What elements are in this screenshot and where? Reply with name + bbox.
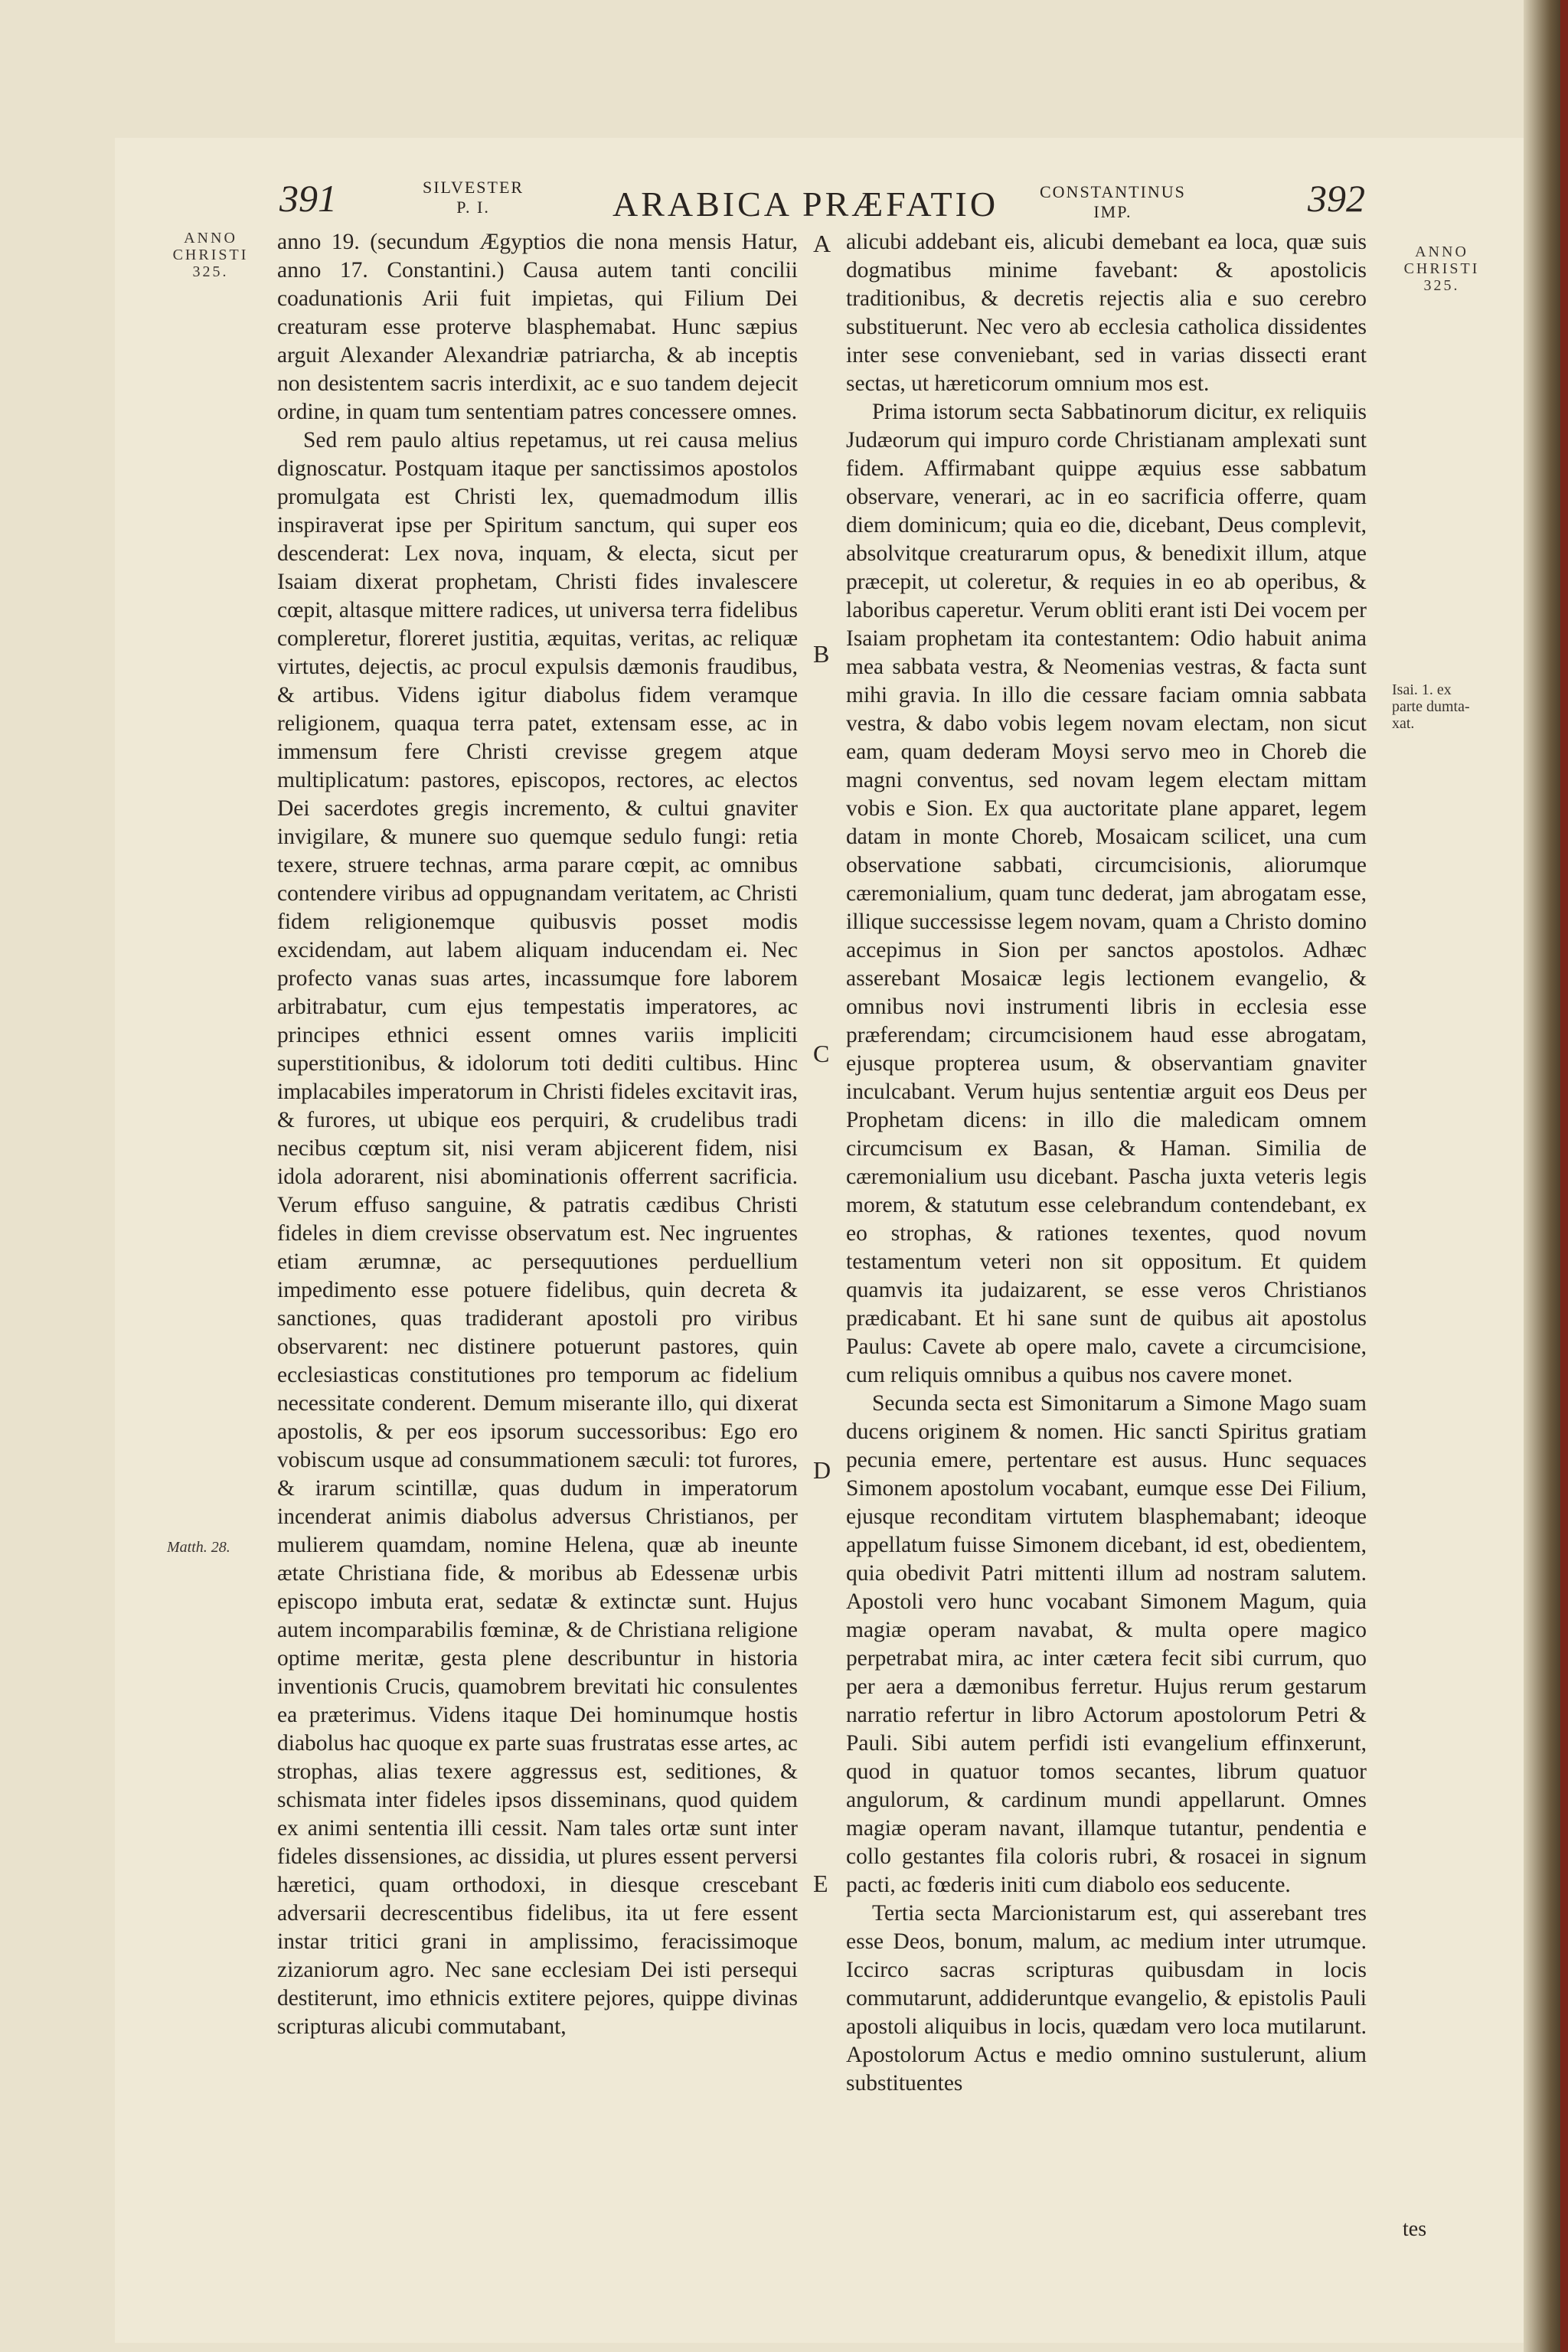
page-number-left: 391	[279, 177, 337, 220]
margin-note-matth: Matth. 28.	[167, 1539, 230, 1556]
left-paragraph-2: Sed rem paulo altius repetamus, ut rei causa melius dignoscatur. Postquam itaque per sanctissimos apostolos promulgata est Christi lex, quemadmodum illis inspiraverat ipse per Spiritum sanctum, qui super eos descenderat: Lex nova, inquam, & electa, sicut per Isaiam dixerat prophetam, Christi fides invalescere cœpit, altasque mittere radices, ut universa terra fidelibus compleretur, floreret justitia, æquitas, veritas, ac reliquæ virtutes, dejectis, ac procul expulsis dæmonis fraudibus, & artibus. Videns igitur diabolus fidem veramque religionem, quaqua terra patet, extensam esse, ac in immensum fere Christi crevisse gregem atque multiplicatum: pastores, episcopos, rectores, ac electos Dei sacerdotes gregis incremento, & cultui gnaviter invigilare, & munere suo quemque sedulo fungi: retia texere, struere technas, arma parare cœpit, ac omnibus contendere viribus ad oppugnandam veritatem, ac Christi fidem religionemque quibusvis posset modis excidendam, aut labem aliquam inducendam ei. Nec profecto vanas suas artes, incassumque fore laborem arbitrabatur, cum ejus tempestatis imperatores, ac principes ethnici essent omnes variis impliciti superstitionibus, & idolorum toti dediti cultibus. Hinc implacabiles imperatorum in Christi fideles excitavit iras, & furores, ut ubique eos perquiri, & crudelibus tradi necibus cœptum sit, nisi veram abjicerent fidem, nisi idola adorarent, nisi abominationis offerrent sacrificia. Verum effuso sanguine, & patratis cædibus Christi fideles in diem crevisse observatum est. Nec ingruentes etiam ærumnæ, ac persequutiones perduellium impedimento esse potuere fidelibus, quin decreta & sanctiones, quas tradiderant apostoli pro viribus observarent: nec distinere potuerunt pastores, quin ecclesiasticas constitutiones pro temporum ac fidelium necessitate conderent. Demum miserante illo, qui dixerat apostolis, & per eos ipsorum successoribus: Ego ero vobiscum usque ad consummationem sæculi: tot furores, & irarum scintillæ, quas dudum in imperatorum incenderat animis diabolus adversus Christianos, per mulierem quamdam, nomine Helena, quæ ab ineunte ætate Christiana fide, & moribus ab Edessenæ urbis episcopo imbuta erat, sedatæ & extinctæ sunt. Hujus autem incomparabilis fœminæ, & de Christiana religione optime meritæ, gesta plene describuntur in historia inventionis Crucis, quamobrem brevitati hic consulentes ea præterimus. Videns itaque Dei hominumque hostis diabolus hac quoque ex parte suas frustratas esse artes, ac strophas, alias texere aggressus est, seditiones, & schismata inter fideles ipsos disseminans, quod quidem ex animi sententia illi cessit. Nam tales ortæ sunt inter fideles dissensiones, ac dissidia, ut plures essent perversi hæretici, quam orthodoxi, in diesque crescebant adversarii decrescentibus fidelibus, ita ut fere essent instar tritici grani in amplissimo, feracissimoque zizaniorum agro. Nec sane ecclesiam Dei isti persequi destiterunt, imo ethnicis extitere pejores, quippe divinas scripturas alicubi commutabant,	[277, 428, 798, 2039]
left-column	[277, 228, 798, 2041]
right-paragraph-1: alicubi addebant eis, alicubi demebant ea loca, quæ suis dogmatibus minime favebant: & apostolicis traditionibus, & decretis rejectis alia e suo cerebro substituerunt. Nec vero ab ecclesia catholica dissidentes inter sese conveniebant, sed in varias dissecti erant sectas, ut hæreticorum omnium mos est.	[846, 230, 1367, 396]
left-paragraph-1: anno 19. (secundum Ægyptios die nona mensis Hatur, anno 17. Constantini.) Causa autem tanti concilii coadunationis Arii fuit impietas, qui Filium Dei creaturam esse proterve blasphemabat. Hunc sæpius arguit Alexander Alexandriæ patriarcha, & ab inceptis non desistentem sacris interdixit, ac e suo tandem dejecit ordine, in quam tum sententiam patres concessere omnes.	[277, 230, 798, 424]
right-paragraph-2: Prima istorum secta Sabbatinorum dicitur, ex reliquiis Judæorum qui impuro corde Christianam amplexati sunt fidem. Affirmabant quippe æquius esse sabbatum observare, venerari, ac in eo sacrificia offerre, quam diem dominicum; quia eo die, dicebant, Deus complevit, absolvitque creaturarum opus, & benedixit illum, atque præcepit, ut coleretur, & requies in eo ab operibus, & laboribus caperetur. Verum obliti erant isti Dei vocem per Isaiam prophetam ita contestantem: Odio habuit anima mea sabbata vestra, & Neomenias vestras, & facta sunt mihi gravia. In illo die cessare faciam omnia sabbata vestra, & dabo vobis legem novam electam, non sicut eam, quam dederam Moysi servo meo in Choreb die magni conventus, sed novam legem electam mittam vobis e Sion. Ex qua auctoritate plane apparet, legem datam in monte Choreb, Mosaicam scilicet, una cum observatione sabbati, circumcisionis, aliorumque cæremonialium, quam tunc dederat, jam abrogatam esse, illique successisse legem novam, quam a Christo domino accepimus in Sion per sanctos apostolos. Adhæc asserebant Mosaicæ legis lectionem evangelio, & omnibus novi instrumenti libris in ecclesia esse præferendam; circumcisionem haud esse abrogatam, ejusque propterea usum, & observantiam gnaviter inculcabant. Verum hujus sententiæ arguit eos Deus per Prophetam dicens: in illo die maledicam omnem circumcisum ex Basan, & Haman. Similia de cæremonialium usu dicebant. Pascha juxta veteris legis morem, & statutum esse celebrandum contendebant, ex eo strophas, & rationes texentes, quod novum testamentum veteri non sit oppositum. Et quidem quamvis ita judaizarent, se esse veros Christianos prædicabant. Et hi sane sunt de quibus ait apostolus Paulus: Cavete ab opere malo, cavete a circumcisione, cum reliquis omnibus a quibus nos cavere monet.	[846, 400, 1367, 1387]
section-letter-b: B	[813, 640, 830, 668]
margin-year-right: ANNO CHRISTI 325.	[1403, 243, 1480, 294]
section-letter-a: A	[813, 230, 831, 257]
binding-edge	[1560, 0, 1568, 2352]
right-column	[846, 228, 1367, 2098]
margin-note-isai: Isai. 1. ex parte dumta- xat.	[1392, 681, 1470, 732]
section-letter-c: C	[813, 1040, 830, 1067]
page-title: ARABICA PRÆFATIO	[612, 185, 999, 224]
running-head-right: CONSTANTINUS IMP.	[1040, 182, 1186, 221]
page-number-right: 392	[1308, 177, 1365, 220]
right-paragraph-4: Tertia secta Marcionistarum est, qui asserebant tres esse Deos, bonum, malum, ac medium inter utrumque. Iccirco sacras scripturas quibusdam in locis commutarunt, addideruntque evangelio, & epistolis Pauli apostoli aliquibus in locis, quædam vero loca mutilarunt. Apostolorum Actus e medio omnino sustulerunt, alium substituentes	[846, 1901, 1367, 2096]
section-letter-d: D	[813, 1456, 831, 1484]
margin-year-left: ANNO CHRISTI 325.	[172, 230, 249, 280]
right-paragraph-3: Secunda secta est Simonitarum a Simone Mago suam ducens originem & nomen. Hic sancti Spiritus gratiam pecunia emere, pertentare est ausus. Hunc sequaces Simonem apostolum vocabant, eumque esse Dei Filium, ejusque reconditam virtutem blasphemabant; ideoque appellatum fuisse Simonem dicebant, id est, obedientem, quia obedivit Patri mittenti illum ad nostram salutem. Apostoli vero hunc vocabant Simonem Magum, quia magiæ operam navabat, & multa opere magico perpetrabat mira, ac inter cætera fecit sibi currum, quo per aera a dæmonibus ferretur. Hujus rerum gestarum narratio refertur in libro Actorum apostolorum Petri & Pauli. Sibi autem perfidi isti evangelium effinxerunt, quod in quatuor tomos secantes, librum quatuor angulorum, & cardinum mundi appellarunt. Omnes magiæ operam navant, illamque tutantur, pendentia e collo gestantes fila coloris rubri, & rosacei in signum pacti, ac fœderis initi cum diabolo eos seducente.	[846, 1391, 1367, 1897]
section-letter-e: E	[813, 1870, 828, 1897]
running-head-left: SILVESTER P. I.	[423, 178, 524, 217]
catchword: tes	[1403, 2217, 1427, 2241]
